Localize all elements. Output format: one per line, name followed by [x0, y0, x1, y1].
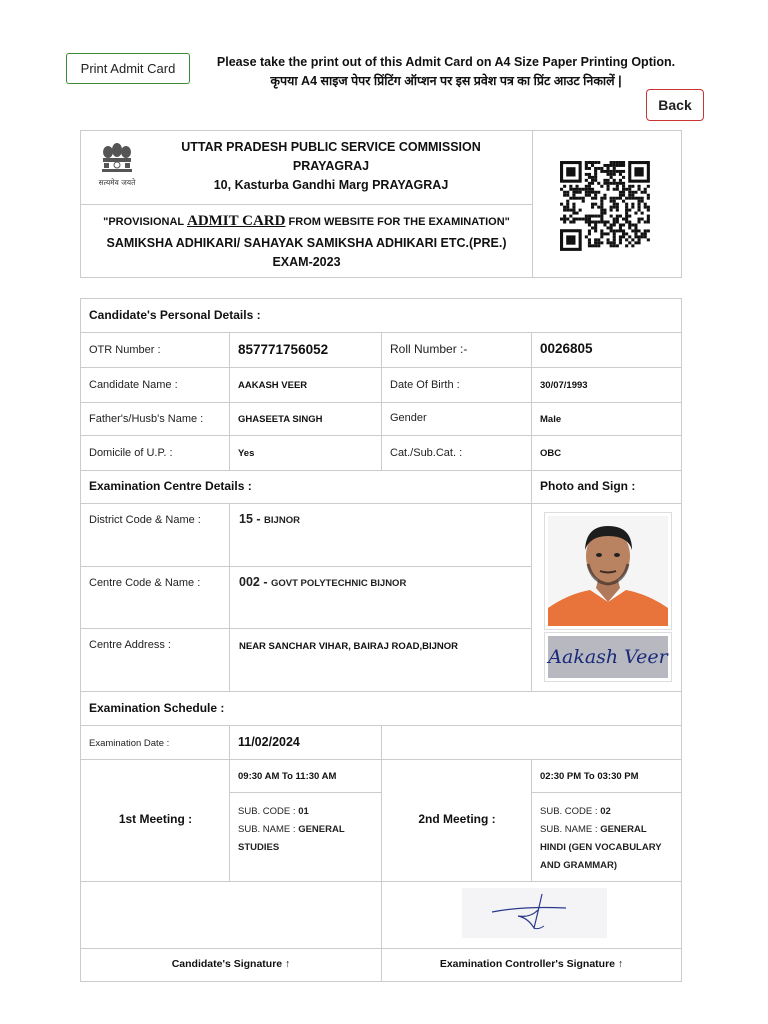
- meeting1-sub-code: 01: [298, 806, 309, 817]
- exam-title-block: [81, 205, 532, 278]
- candidate-photo-frame: [544, 512, 672, 630]
- controller-signature-image: [462, 888, 607, 938]
- meeting2-sub-name-label: SUB. NAME :: [540, 824, 601, 835]
- commission-address: 10, Kasturba Gandhi Marg PRAYAGRAJ: [213, 178, 449, 192]
- personal-details-title: Candidate's Personal Details :: [89, 308, 261, 322]
- meeting2-subject: [540, 803, 662, 875]
- centre-code-value: [239, 575, 406, 589]
- meeting2-time: 02:30 PM To 03:30 PM: [540, 771, 639, 782]
- domicile-label: Domicile of U.P. :: [89, 447, 173, 459]
- table-row: [81, 726, 681, 760]
- emblem-caption: सत्यमेव जयते: [98, 178, 136, 187]
- candidate-sign-image: Aakash Veer: [548, 636, 668, 678]
- notice-english: Please take the print out of this Admit Card on A4 Size Paper Printing Option.: [216, 55, 676, 69]
- district-value: [239, 512, 300, 526]
- print-admit-card-button[interactable]: Print Admit Card: [66, 53, 190, 84]
- admit-card-label: ADMIT CARD: [186, 213, 286, 229]
- centre-code-row: [81, 567, 531, 629]
- dob-value: 30/07/1993: [540, 380, 588, 391]
- photo-sign-cell: [532, 504, 681, 691]
- father-name-value: GHASEETA SINGH: [238, 414, 323, 425]
- meeting2-sub-name-cont2: AND GRAMMAR): [540, 860, 618, 871]
- centre-address-value: NEAR SANCHAR VIHAR, BAIRAJ ROAD,BIJNOR: [239, 641, 459, 652]
- personal-details-header: [81, 299, 681, 333]
- roll-value: 0026805: [540, 341, 593, 356]
- gender-value: Male: [540, 414, 562, 425]
- provisional-line: [81, 213, 532, 230]
- exam-date-value: 11/02/2024: [238, 735, 300, 749]
- candidate-sign-frame: [544, 632, 672, 682]
- exam-year: EXAM-2023: [272, 255, 341, 269]
- notice-hindi: कृपया A4 साइज पेपर प्रिंटिंग ऑप्शन पर इस प्रवेश पत्र का प्रिंट आउट निकालें |: [270, 74, 622, 88]
- meeting1-time: 09:30 AM To 11:30 AM: [238, 771, 337, 782]
- admit-card-details: [80, 298, 682, 982]
- roll-label: Roll Number :-: [390, 342, 468, 356]
- candidate-name-value: AAKASH VEER: [238, 380, 308, 391]
- district-separator: -: [256, 512, 261, 526]
- schedule-title: Examination Schedule :: [89, 701, 225, 715]
- otr-value: 857771756052: [238, 342, 329, 357]
- centre-details-title: Examination Centre Details :: [89, 479, 252, 493]
- controller-signature-space: [382, 882, 681, 948]
- provisional-prefix: "PROVISIONAL: [103, 216, 184, 228]
- meeting1-sub-name: GENERAL: [298, 824, 345, 835]
- dob-label: Date Of Birth :: [390, 379, 460, 391]
- signature-labels-row: [81, 949, 681, 981]
- meetings-row: [81, 760, 681, 882]
- meeting2-sub-name-cont: HINDI (GEN VOCABULARY: [540, 842, 662, 853]
- exam-date-label: Examination Date :: [89, 738, 170, 749]
- father-name-label: Father's/Husb's Name :: [89, 413, 204, 425]
- category-value: OBC: [540, 448, 562, 459]
- meeting2-sub-code: 02: [600, 806, 611, 817]
- district-name: BIJNOR: [264, 515, 300, 526]
- centre-code: 002: [239, 575, 260, 589]
- exam-name-line: SAMIKSHA ADHIKARI/ SAHAYAK SAMIKSHA ADHIKARI ETC.(PRE.): [106, 236, 507, 250]
- meeting1-sub-code-label: SUB. CODE :: [238, 806, 299, 817]
- centre-name: GOVT POLYTECHNIC BIJNOR: [271, 578, 407, 589]
- otr-label: OTR Number :: [89, 344, 161, 356]
- district-label: District Code & Name :: [89, 514, 201, 526]
- candidate-signature-space: [81, 882, 382, 948]
- commission-name: UTTAR PRADESH PUBLIC SERVICE COMMISSION: [181, 140, 481, 154]
- table-row: [81, 368, 681, 403]
- state-emblem-icon: [93, 141, 141, 191]
- provisional-suffix: FROM WEBSITE FOR THE EXAMINATION": [288, 216, 510, 228]
- qr-code-icon: [560, 161, 656, 251]
- signature-space-row: [81, 882, 681, 949]
- centre-code-label: Centre Code & Name :: [89, 577, 201, 589]
- candidate-photo: [548, 516, 668, 626]
- meeting2-sub-name: GENERAL: [600, 824, 647, 835]
- table-row: [81, 403, 681, 436]
- district-row: [81, 504, 531, 567]
- schedule-header: [81, 692, 681, 726]
- meeting1-sub-name-cont: STUDIES: [238, 842, 280, 853]
- table-row: [81, 436, 681, 471]
- qr-code-cell: [532, 131, 682, 278]
- controller-signature-label: Examination Controller's Signature ↑: [439, 958, 624, 970]
- print-notice: [200, 53, 692, 91]
- meeting1-sub-name-label: SUB. NAME :: [238, 824, 299, 835]
- meeting2-sub-code-label: SUB. CODE :: [540, 806, 601, 817]
- centre-details-header: [81, 471, 681, 504]
- district-code: 15: [239, 512, 253, 526]
- centre-separator: -: [263, 575, 268, 589]
- centre-block: [81, 504, 681, 692]
- centre-address-label: Centre Address :: [89, 639, 171, 651]
- meeting2-label: 2nd Meeting :: [418, 812, 496, 826]
- centre-address-row: [81, 629, 531, 692]
- domicile-value: Yes: [238, 448, 255, 459]
- commission-city: PRAYAGRAJ: [292, 159, 370, 173]
- gender-label: Gender: [390, 412, 427, 424]
- candidate-signature-label: Candidate's Signature ↑: [171, 958, 291, 970]
- back-button[interactable]: Back: [646, 89, 704, 121]
- photo-sign-title: Photo and Sign :: [540, 479, 636, 493]
- exam-name: [81, 234, 532, 272]
- admit-card-header: [80, 130, 682, 278]
- commission-info: [81, 131, 532, 205]
- meeting1-subject: [238, 803, 345, 857]
- category-label: Cat./Sub.Cat. :: [390, 447, 463, 459]
- table-row: [81, 333, 681, 368]
- candidate-name-label: Candidate Name :: [89, 379, 178, 391]
- meeting1-label: 1st Meeting :: [118, 812, 193, 826]
